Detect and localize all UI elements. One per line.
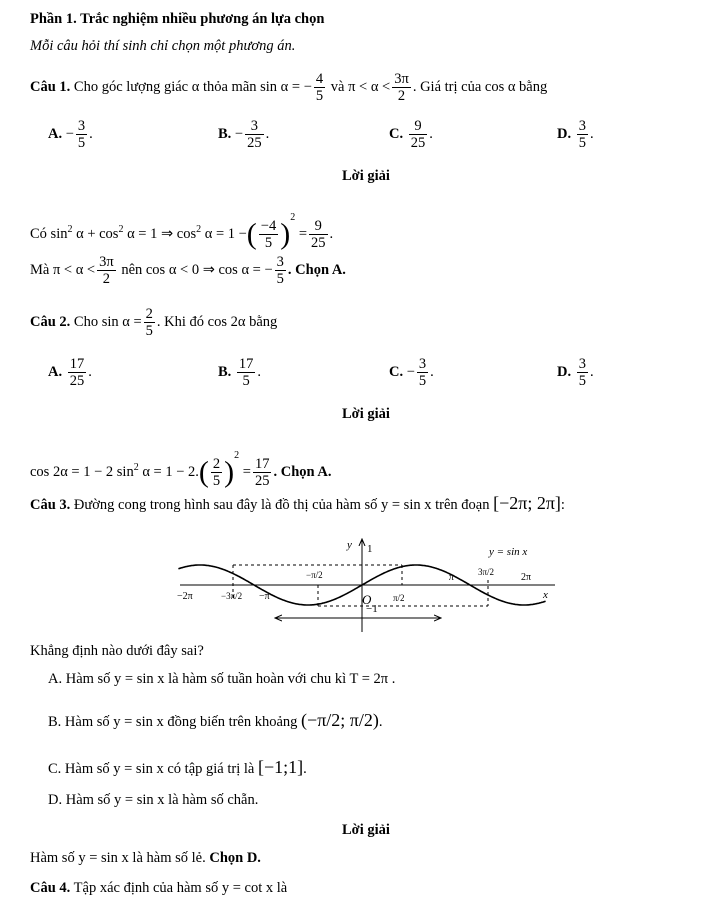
q4-label: Câu 4. bbox=[30, 880, 71, 896]
tick-pi: π bbox=[449, 572, 455, 583]
tick-3pi-2: 3π/2 bbox=[478, 567, 495, 577]
q2-option-d[interactable]: D. $\frac{3}{5}$ . bbox=[557, 356, 594, 390]
q3-option-c[interactable]: C. Hàm số y = sin x có tập giá trị là [−1;1]. bbox=[48, 757, 307, 777]
q3-solution: Hàm số y = sin x là hàm số lẻ. Chọn D. bbox=[30, 850, 261, 866]
y-axis-label: y bbox=[347, 539, 352, 551]
q1-cond-range: π < α < bbox=[348, 79, 391, 95]
q2-solution-title: Lời giải bbox=[342, 406, 390, 422]
q3-interval: [−2π; 2π] bbox=[493, 493, 561, 513]
q1-cond-sin: sin α = − bbox=[260, 79, 312, 95]
q1-solution-line-2: Mà π < α < $\frac{3\pi}{2}$ nên cos α < 0 ⇒ cos α = − $\frac{3}{5}$ . Chọn A. bbox=[30, 254, 346, 288]
q3-option-b-interval: (−π/2; π/2) bbox=[301, 710, 379, 730]
tick-2pi: 2π bbox=[521, 572, 532, 583]
instruction: Mỗi câu hỏi thí sinh chỉ chọn một phương án. bbox=[30, 38, 296, 54]
tick-neg-pi-2: −π/2 bbox=[306, 570, 323, 580]
q1-option-a[interactable]: A. − $\frac{3}{5}$ . bbox=[48, 118, 93, 152]
q3-option-a[interactable]: A. Hàm số y = sin x là hàm số tuần hoàn với chu kì T = 2π . bbox=[48, 671, 396, 687]
q3-question: Khẳng định nào dưới đây sai? bbox=[30, 643, 204, 659]
q1-option-d[interactable]: D. $\frac{3}{5}$ . bbox=[557, 118, 594, 152]
q3-option-b[interactable]: B. Hàm số y = sin x đồng biến trên khoảng (−π/2; π/2). bbox=[48, 710, 383, 730]
y-top-label: 1 bbox=[367, 543, 373, 555]
origin-label: O bbox=[362, 592, 372, 607]
q1-label: Câu 1. bbox=[30, 79, 71, 95]
q1-and: và bbox=[330, 79, 345, 95]
q1-text-end: . Giá trị của cos α bằng bbox=[412, 79, 548, 95]
x-axis-label: x bbox=[543, 589, 548, 601]
question-4: Câu 4. Tập xác định của hàm số y = cot x là bbox=[30, 880, 288, 896]
q2-solution-line: cos 2α = 1 − 2 $\sin^2 \alpha = 1 - 2$.( $\frac{2}{5}$ )$^2$ = $\frac{17}{25}$ . Chọn A. bbox=[30, 450, 332, 490]
q1-option-b[interactable]: B. − $\frac{3}{25}$ . bbox=[218, 118, 270, 152]
tick-neg-3pi-2: −3π/2 bbox=[221, 591, 243, 601]
q1-solution-title: Lời giải bbox=[342, 168, 390, 184]
question-2: Câu 2. Cho sin α = $\frac{2}{5}$ . Khi đó cos 2α bằng bbox=[30, 306, 278, 340]
q3-option-c-set: [−1;1] bbox=[257, 757, 304, 777]
tick-neg-pi: −π bbox=[259, 591, 270, 602]
y-bottom-label: −1 bbox=[366, 603, 378, 615]
q2-option-c[interactable]: C. − $\frac{3}{5}$ . bbox=[389, 356, 434, 390]
q1-fraction-range: $\frac{3\pi}{2}$ bbox=[394, 71, 409, 105]
q3-label: Câu 3. bbox=[30, 497, 71, 513]
q2-label: Câu 2. bbox=[30, 314, 71, 330]
q2-option-a[interactable]: A. $\frac{17}{25}$ . bbox=[48, 356, 92, 390]
q2-option-b[interactable]: B. $\frac{17}{5}$ . bbox=[218, 356, 262, 390]
question-3: Câu 3. Đường cong trong hình sau đây là đồ thị của hàm số y = sin x trên đoạn [−2π; 2π]: bbox=[30, 493, 565, 513]
tick-pi-2: π/2 bbox=[393, 593, 405, 603]
q1-text: Cho góc lượng giác α thỏa mãn bbox=[73, 79, 257, 95]
q3-option-d[interactable]: D. Hàm số y = sin x là hàm số chẵn. bbox=[48, 792, 259, 808]
tick-neg-2pi: −2π bbox=[177, 591, 193, 602]
q1-fraction-sin: $\frac{4}{5}$ bbox=[315, 71, 324, 105]
q1-option-c[interactable]: C. $\frac{9}{25}$ . bbox=[389, 118, 433, 152]
function-label: y = sin x bbox=[489, 546, 528, 558]
q3-solution-title: Lời giải bbox=[342, 822, 390, 838]
q1-solution-line-1: Có $\sin^2 \alpha + \cos^2 \alpha = 1$ ⇒ $\cos^2 \alpha = 1$ −( $\frac{-4}{5}$ )$^2$ = $\frac{9}{25}$ . bbox=[30, 212, 334, 252]
part-title: Phần 1. Trắc nghiệm nhiều phương án lựa chọn bbox=[30, 11, 325, 27]
